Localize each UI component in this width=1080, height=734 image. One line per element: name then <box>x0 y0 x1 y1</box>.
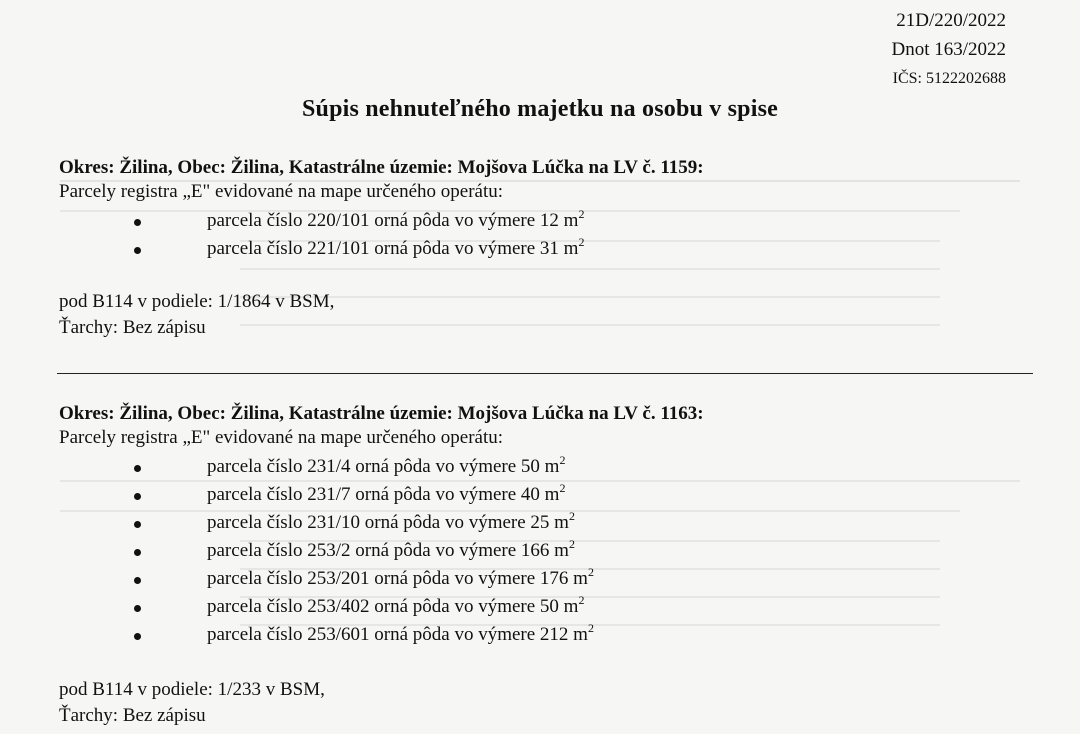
bullet-icon <box>134 633 141 640</box>
section-divider <box>57 373 1033 374</box>
section-heading: Okres: Žilina, Obec: Žilina, Katastrálne územie: Mojšova Lúčka na LV č. 1159: <box>59 157 704 178</box>
bullet-icon <box>134 577 141 584</box>
encumbrance-info: Ťarchy: Bez zápisu <box>59 317 206 338</box>
case-number: 21D/220/2022 <box>896 10 1006 31</box>
dnot-number: Dnot 163/2022 <box>891 39 1006 60</box>
share-info: pod B114 v podiele: 1/1864 v BSM, <box>59 291 335 312</box>
property-section <box>59 402 1049 729</box>
share-info: pod B114 v podiele: 1/233 v BSM, <box>59 679 325 700</box>
bullet-icon <box>134 219 141 226</box>
parcel-item <box>59 235 1049 263</box>
bullet-icon <box>134 247 141 254</box>
parcel-item <box>59 509 1049 537</box>
parcel-text: parcela číslo 253/201 orná pôda vo výmere 176 m <box>207 568 588 589</box>
bullet-icon <box>134 521 141 528</box>
unit-exponent: 2 <box>568 509 575 523</box>
parcel-item <box>59 565 1049 593</box>
parcel-item <box>59 453 1049 481</box>
unit-exponent: 2 <box>578 593 585 607</box>
parcel-item <box>59 207 1049 235</box>
parcel-item <box>59 537 1049 565</box>
parcel-text: parcela číslo 253/601 orná pôda vo výmere 212 m <box>207 624 588 645</box>
ics-number: IČS: 5122202688 <box>892 70 1006 87</box>
parcel-text: parcela číslo 231/10 orná pôda vo výmere 25 m <box>207 512 569 533</box>
unit-exponent: 2 <box>568 537 575 551</box>
parcel-text: parcela číslo 253/402 orná pôda vo výmere 50 m <box>207 596 579 617</box>
parcel-item <box>59 481 1049 509</box>
section-subheading: Parcely registra „E" evidované na mape určeného operátu: <box>59 181 504 202</box>
unit-exponent: 2 <box>578 235 585 249</box>
bullet-icon <box>134 549 141 556</box>
parcel-list <box>59 453 1049 649</box>
unit-exponent: 2 <box>587 565 594 579</box>
bullet-icon <box>134 493 141 500</box>
unit-exponent: 2 <box>578 207 585 221</box>
parcel-text: parcela číslo 231/4 orná pôda vo výmere 50 m <box>207 456 560 477</box>
parcel-item <box>59 621 1049 649</box>
parcel-list <box>59 207 1049 263</box>
unit-exponent: 2 <box>559 481 566 495</box>
section-subheading: Parcely registra „E" evidované na mape určeného operátu: <box>59 427 504 448</box>
document-title: Súpis nehnuteľného majetku na osobu v spise <box>302 96 778 122</box>
property-section <box>59 156 1049 341</box>
parcel-text: parcela číslo 221/101 orná pôda vo výmere 31 m <box>207 238 579 259</box>
unit-exponent: 2 <box>559 453 566 467</box>
parcel-text: parcela číslo 253/2 orná pôda vo výmere 166 m <box>207 540 569 561</box>
bullet-icon <box>134 465 141 472</box>
parcel-text: parcela číslo 220/101 orná pôda vo výmere 12 m <box>207 210 579 231</box>
section-heading: Okres: Žilina, Obec: Žilina, Katastrálne územie: Mojšova Lúčka na LV č. 1163: <box>59 403 704 424</box>
reference-numbers <box>891 6 1006 93</box>
encumbrance-info: Ťarchy: Bez zápisu <box>59 705 206 726</box>
unit-exponent: 2 <box>587 621 594 635</box>
bullet-icon <box>134 605 141 612</box>
parcel-text: parcela číslo 231/7 orná pôda vo výmere 40 m <box>207 484 560 505</box>
parcel-item <box>59 593 1049 621</box>
